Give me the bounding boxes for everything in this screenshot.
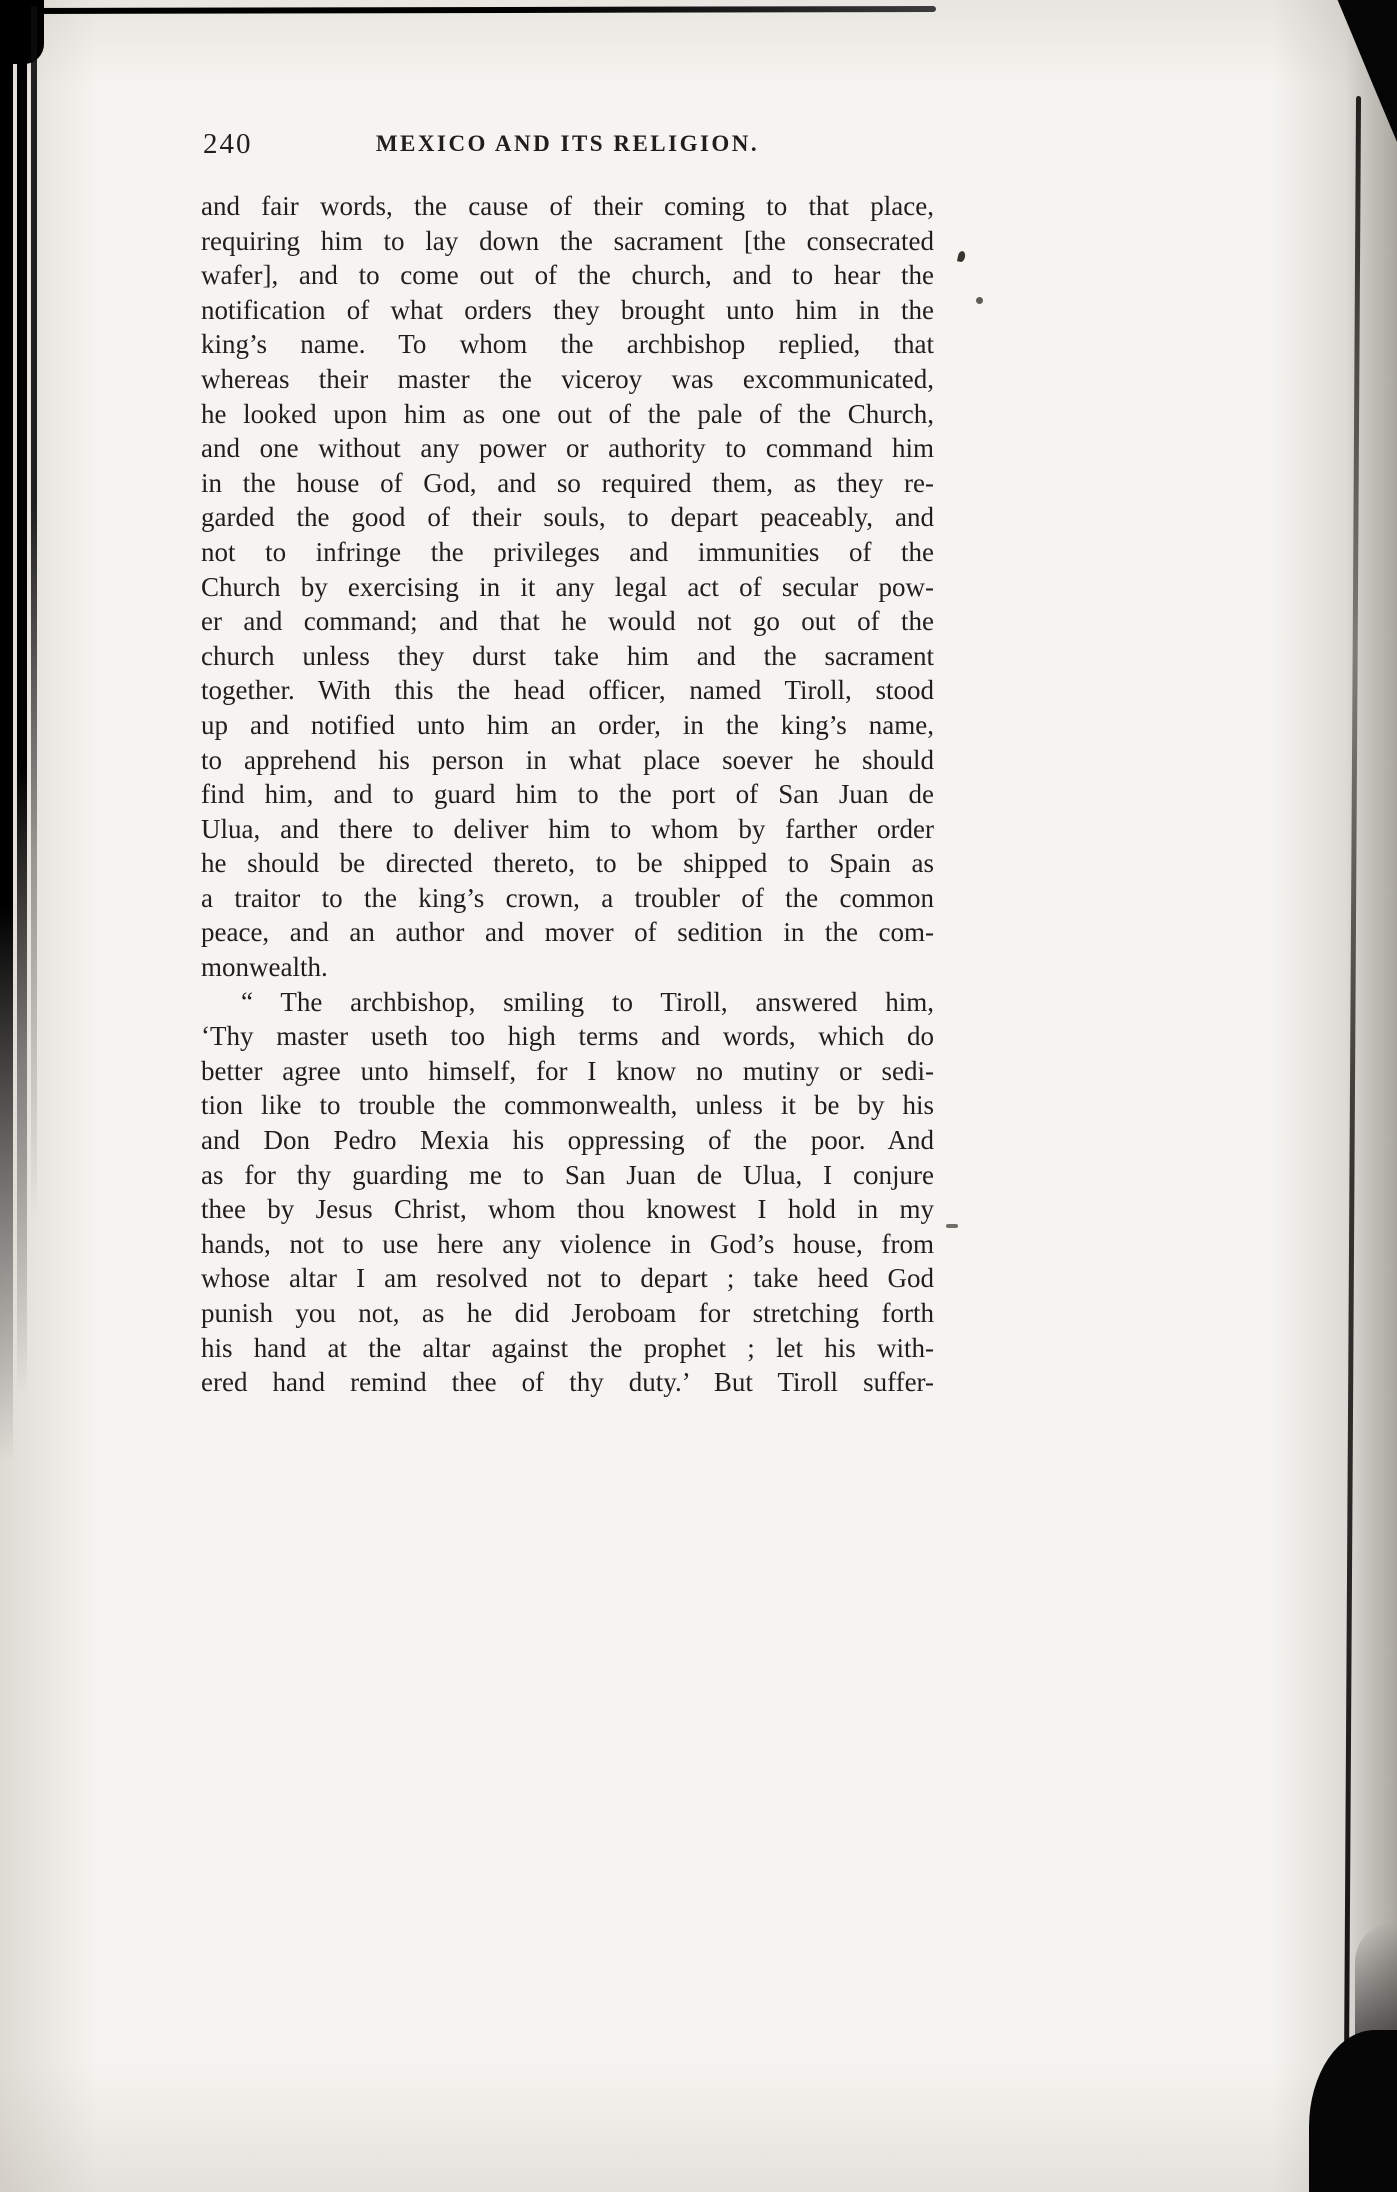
- top-edge-line: [28, 6, 936, 14]
- text-line: peace, and an author and mover of sedition in the com-: [201, 917, 934, 948]
- binding-shadow-left: [17, 0, 27, 1470]
- text-line: notification of what orders they brought unto him in the: [201, 294, 934, 325]
- text-line: and Don Pedro Mexia his oppressing of the poor. And: [201, 1125, 934, 1156]
- text-line: together. With this the head officer, named Tiroll, stood: [201, 675, 934, 706]
- text-line: hands, not to use here any violence in God’s house, from: [201, 1228, 934, 1259]
- text-line: better agree unto himself, for I know no mutiny or sedi-: [201, 1055, 934, 1086]
- page-number: 240: [203, 128, 253, 160]
- text-line: and fair words, the cause of their coming to that place,: [201, 191, 934, 221]
- running-header: MEXICO AND ITS RELIGION.: [375, 131, 760, 156]
- text-line: as for thy guarding me to San Juan de Ulua, I conjure: [201, 1159, 934, 1190]
- text-line: thee by Jesus Christ, whom thou knowest I hold in my: [201, 1194, 934, 1225]
- body-text: [201, 189, 934, 1400]
- text-line: and one without any power or authority to command him: [201, 433, 934, 464]
- text-line: king’s name. To whom the archbishop replied, that: [201, 329, 934, 360]
- scan-speck: [946, 1224, 958, 1228]
- text-line: to apprehend his person in what place soever he should: [201, 744, 934, 775]
- text-line: requiring him to lay down the sacrament [the consecrated: [201, 225, 934, 256]
- text-line: er and command; and that he would not go out of the: [201, 606, 934, 637]
- text-line: whereas their master the viceroy was excommunicated,: [201, 363, 934, 394]
- text-line: tion like to trouble the commonwealth, unless it be by his: [201, 1090, 934, 1121]
- binding-shadow-left: [31, 6, 37, 1326]
- text-line: whose altar I am resolved not to depart ; take heed God: [201, 1263, 934, 1294]
- text-line: Ulua, and there to deliver him to whom by farther order: [201, 813, 934, 844]
- text-line: he should be directed thereto, to be shipped to Spain as: [201, 848, 934, 879]
- text-line: in the house of God, and so required them, as they re-: [201, 467, 934, 498]
- text-line: “ The archbishop, smiling to Tiroll, answered him,: [241, 986, 934, 1017]
- text-line: punish you not, as he did Jeroboam for stretching forth: [201, 1298, 934, 1328]
- text-line: monwealth.: [201, 952, 328, 983]
- scan-speck: [976, 297, 983, 304]
- text-line: ered hand remind thee of thy duty.’ But Tiroll suffer-: [201, 1367, 934, 1398]
- text-column: [201, 127, 934, 1400]
- text-line: Church by exercising in it any legal act of secular pow-: [201, 571, 934, 602]
- text-line: ‘Thy master useth too high terms and words, which do: [201, 1021, 934, 1052]
- text-line: wafer], and to come out of the church, and to hear the: [201, 260, 934, 291]
- text-line: he looked upon him as one out of the pale of the Church,: [201, 398, 934, 429]
- text-line: his hand at the altar against the prophet ; let his with-: [201, 1332, 934, 1363]
- text-line: garded the good of their souls, to depart peaceably, and: [201, 502, 934, 533]
- text-line: not to infringe the privileges and immunities of the: [201, 536, 934, 567]
- binding-shadow-left: [0, 0, 13, 1510]
- page-header: [201, 127, 934, 161]
- page-curl-bottom-right: [1309, 2030, 1397, 2192]
- text-line: find him, and to guard him to the port of San Juan de: [201, 779, 934, 810]
- text-line: church unless they durst take him and the sacrament: [201, 640, 934, 671]
- text-line: a traitor to the king’s crown, a troubler of the common: [201, 882, 934, 913]
- scan-speck: [957, 250, 966, 262]
- text-line: up and notified unto him an order, in the king’s name,: [201, 709, 934, 740]
